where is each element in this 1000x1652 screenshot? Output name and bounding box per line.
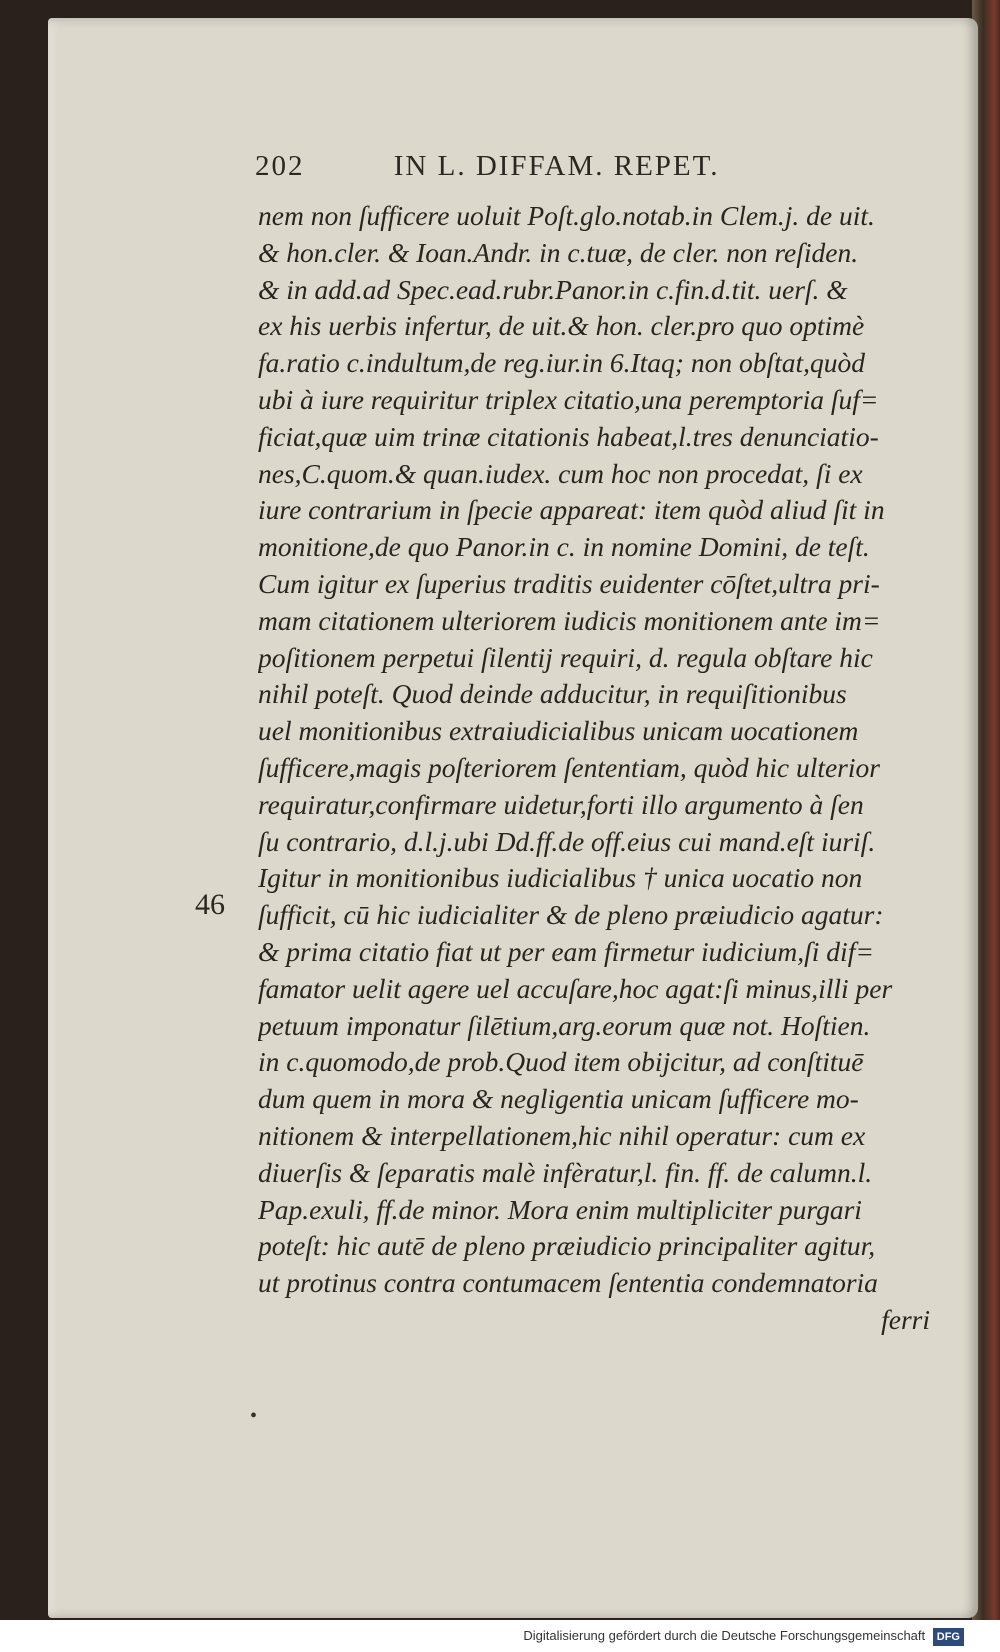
text-line: & prima citatio fiat ut per eam firmetur iudicium,ſi dif=: [258, 935, 874, 967]
text-line: poteſt: hic autē de pleno præiudicio principaliter agitur,: [258, 1230, 876, 1262]
text-line: mam citationem ulteriorem iudicis monitionem ante im=: [258, 604, 881, 636]
text-line: ubi à iure requiritur triplex citatio,una peremptoria ſuf=: [258, 383, 879, 415]
text-line: ſufficit, cū hic iudicialiter & de pleno præiudicio agatur:: [258, 899, 884, 931]
text-line: fa.ratio c.indultum,de reg.iur.in 6.Itaq; non obſtat,quòd: [258, 347, 866, 379]
text-line: ſufficere,magis poſteriorem ſententiam, quòd hic ulterior: [258, 751, 880, 783]
text-line: poſitionem perpetui ſilentij requiri, d. regula obſtare hic: [258, 641, 873, 673]
body-text: [258, 198, 930, 1339]
text-line: monitione,de quo Panor.in c. in nomine Domini, de teſt.: [258, 531, 870, 563]
text-line: in c.quomodo,de prob.Quod item obijcitur, ad conſtituē: [258, 1046, 864, 1078]
text-line: famator uelit agere uel accuſare,hoc agat:ſi minus,illi per: [258, 972, 893, 1004]
catchword: ferri: [881, 1303, 930, 1335]
text-line: ut protinus contra contumacem ſententia condemnatoria: [258, 1267, 878, 1299]
running-title: IN L. DIFFAM. REPET.: [393, 150, 720, 182]
text-line: Igitur in monitionibus iudicialibus † unica uocatio non: [258, 862, 863, 894]
text-line: Pap.exuli, ff.de minor. Mora enim multipliciter purgari: [258, 1193, 862, 1225]
text-line: iure contrarium in ſpecie appareat: item quòd aliud ſit in: [258, 494, 885, 526]
footer-credit: [0, 1620, 1000, 1652]
text-line: diuerſis & ſeparatis malè infèratur,l. fin. ff. de calumn.l.: [258, 1156, 873, 1188]
text-line: nihil poteſt. Quod deinde adducitur, in requiſitionibus: [258, 678, 847, 710]
text-line: petuum imponatur ſilētium,arg.eorum quæ not. Hoſtien.: [258, 1009, 871, 1041]
text-line: ſu contrario, d.l.j.ubi Dd.ff.de off.eius cui mand.eſt iuriſ.: [258, 825, 876, 857]
text-line: Cum igitur ex ſuperius traditis euidenter cōſtet,ultra pri-: [258, 567, 880, 599]
text-line: uel monitionibus extraiudicialibus unicam uocationem: [258, 715, 859, 747]
text-line: dum quem in mora & negligentia unicam ſufficere mo-: [258, 1083, 859, 1115]
text-line: ex his uerbis infertur, de uit.& hon. cler.pro quo optimè: [258, 310, 865, 342]
dfg-logo: DFG: [933, 1628, 964, 1646]
text-line: & hon.cler. & Ioan.Andr. in c.tuæ, de cler. non reſiden.: [258, 236, 859, 268]
text-line: nem non ſufficere uoluit Poſt.glo.notab.in Clem.j. de uit.: [258, 200, 875, 231]
text-line: requiratur,confirmare uidetur,forti illo argumento à ſen: [258, 788, 864, 820]
ink-speck: •: [250, 1405, 258, 1427]
margin-number: 46: [195, 888, 225, 921]
page-number: 202: [255, 150, 305, 182]
running-head: [255, 150, 945, 183]
text-line: nitionem & interpellationem,hic nihil operatur: cum ex: [258, 1119, 866, 1151]
text-line: & in add.ad Spec.ead.rubr.Panor.in c.fin.d.tit. uerſ. &: [258, 273, 848, 305]
text-line: ficiat,quæ uim trinæ citationis habeat,l.tres denunciatio-: [258, 420, 879, 452]
funding-credit-text: Digitalisierung gefördert durch die Deutsche Forschungsgemeinschaft: [523, 1628, 926, 1643]
text-line: nes,C.quom.& quan.iudex. cum hoc non procedat, ſi ex: [258, 457, 863, 489]
